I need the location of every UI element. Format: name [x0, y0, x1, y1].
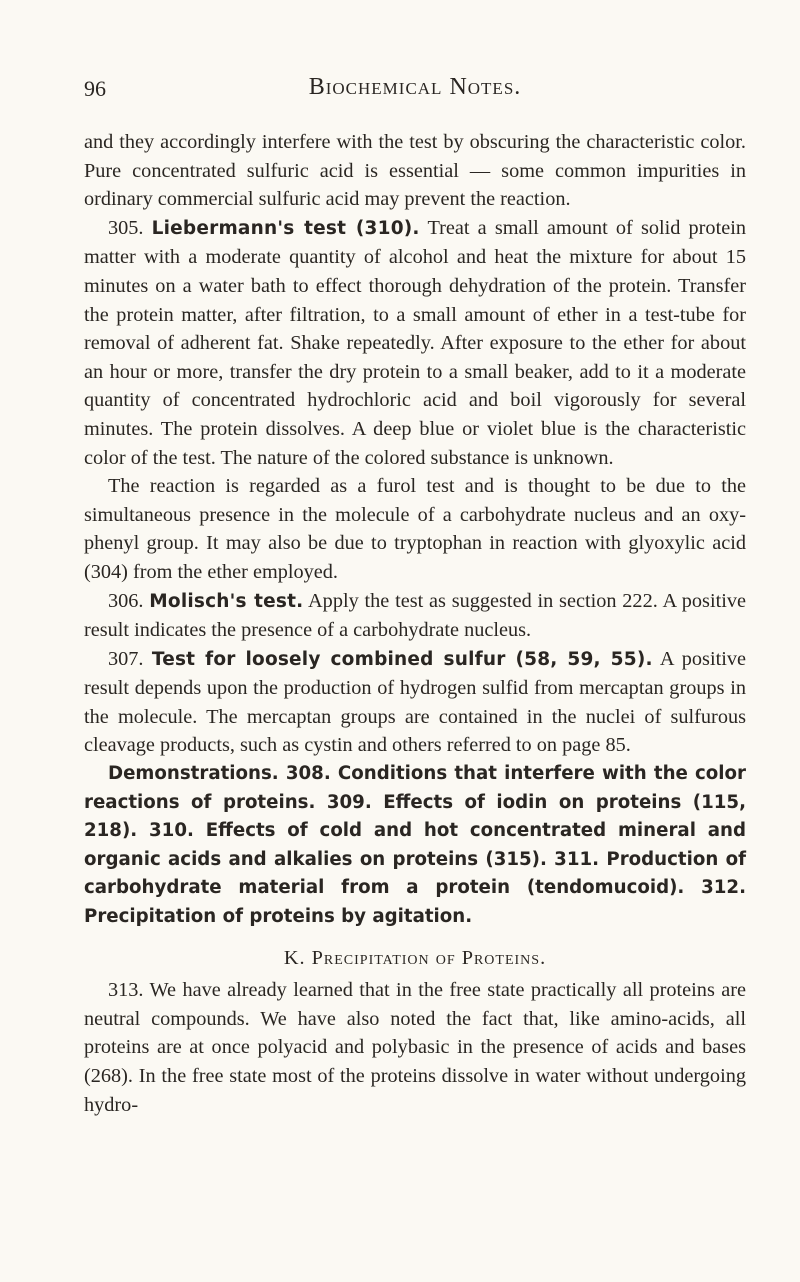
section-number-307: 307.	[108, 647, 144, 670]
section-title-307: Test for loosely combined sulfur (58, 59, 55).	[151, 648, 653, 670]
page-number: 96	[84, 76, 106, 101]
section-text-313: We have already learned that in the free state practically all proteins are neutral compounds. We have also noted the fact that, like amino-acids, all proteins are at once polyacid and polybasic in the presence of acids and bases (268). In the free state most of the proteins dissolve in water without undergoing hydro-	[84, 979, 746, 1116]
demonstrations-paragraph: Demonstrations. 308. Conditions that interfere with the color reactions of proteins. 309. Effects of iodin on proteins (115, 218). 310. Effects of cold and hot concentrated mineral and organic acids and alkalies on proteins (315). 311. Production of carbohydrate material from a protein (tendomucoid). 312. Precipitation of proteins by agitation.	[84, 763, 746, 928]
section-text-307: A positive result depends upon the production of hydrogen sulfid from mercaptan groups in the molecule. The mercaptan groups are contained in the nuclei of sulfurous cleavage products, such as cystin and others referred to on page 85.	[84, 647, 746, 757]
section-title-305: Liebermann's test (310).	[151, 217, 420, 239]
paragraph-307	[84, 645, 746, 760]
paragraph-305	[84, 214, 746, 472]
section-number-306: 306.	[108, 589, 144, 612]
paragraph-306	[84, 587, 746, 645]
section-text-306: Apply the test as suggested in section 222. A positive result indicates the presence of a carbohydrate nucleus.	[84, 589, 746, 642]
paragraph-continuation: and they accordingly interfere with the test by obscuring the characteristic color. Pure concentrated sulfuric acid is essential — some common impurities in ordinary commercial sulfuric acid may prevent the reaction.	[84, 131, 746, 211]
page-body	[84, 128, 746, 1119]
section-heading-k: K. Precipitation of Proteins.	[283, 946, 547, 969]
paragraph-reaction: The reaction is regarded as a furol test and is thought to be due to the simultaneous presence in the molecule of a carbohydrate nucleus and an oxy-phenyl group. It may also be due to tryptophan in reaction with glyoxylic acid (304) from the ether employed.	[84, 475, 746, 583]
page-header	[84, 72, 746, 106]
paragraph-313	[84, 976, 746, 1119]
section-number-305: 305.	[108, 216, 144, 239]
section-number-313: 313.	[108, 979, 144, 1002]
section-title-306: Molisch's test.	[149, 590, 304, 612]
running-title: Biochemical Notes.	[308, 74, 522, 100]
section-text-305: Treat a small amount of solid protein matter with a moderate quantity of alcohol and heat the mixture for about 15 minutes on a water bath to effect thorough dehydration of the protein. Transfer the protein matter, after filtration, to a small amount of ether in a test-tube for removal of adherent fat. Shake repeatedly. After exposure to the ether for about an hour or more, transfer the dry protein to a small beaker, add to it a moderate quantity of concentrated hydrochloric acid and boil vigorously for several minutes. The protein dissolves. A deep blue or violet blue is the characteristic color of the test. The nature of the colored substance is unknown.	[84, 216, 746, 469]
